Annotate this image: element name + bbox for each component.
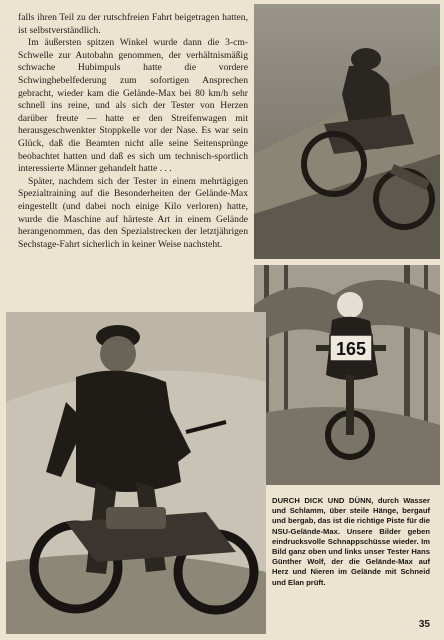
- plate-number: 165: [335, 339, 367, 359]
- photo-caption: [272, 496, 430, 588]
- article-paragraph: Später, nachdem sich der Tester in einem mehrtägigen Spezialtraining auf die Besonderheiten der Gelände-Max eingestellt (und dabei noch einige Kilo verloren) hatte, wurde die Maschine auf härteste Art in einem Gelände herangenommen, das den Spezialstrecken der letztjährigen Sechstage-Fahrt sicherlich in keiner Weise nachsteht.: [18, 175, 248, 250]
- page-number: 35: [418, 619, 430, 630]
- photo-rider-in-woods: [254, 265, 440, 485]
- caption-text: durch Wasser und Schlamm, über steile Hänge, bergauf und bergab, das ist die richtige Piste für die NSU-Gelände-Max. Unsere Bilder geben eindrucksvolle Schnappschüsse wieder. Im Bild ganz oben und links unser Tester Hans Günther Wolf, der die Gelände-Max auf Herz und Nieren im Gelände mit Schneid und Elan prüft.: [272, 496, 430, 587]
- photo-tester-with-motorcycle: [6, 312, 266, 634]
- article-paragraph: falls ihren Teil zu der rutschfreien Fahrt beigetragen hatten, ist selbstverständlich.: [18, 12, 248, 36]
- photo-rider-on-slope: [254, 4, 440, 259]
- caption-lead: DURCH DICK UND DÜNN,: [272, 496, 374, 505]
- article-paragraph: Im äußersten spitzen Winkel wurde dann die 3-cm-Schwelle zur Autobahn genommen, der verhältnismäßig schwache Hubimpuls hatte die vordere Schwinghebelfederung zum sofortigen Ansprechen gebracht, wieder kam die Gelände-Max bei 80 km/h sehr schnell ins reine, und als sich der Tester von Herzen darüber freute — hatte er den Streifenwagen mit herausgeschwenkter Stoppkelle vor der Nase. Es war sein Glück, daß die Beamten nicht alle seine Seitensprünge beobachtet hatten und daß es sich um technisch-sportlich interessierte Männer gehandelt hatte . . .: [18, 37, 248, 175]
- article-text: [18, 12, 248, 251]
